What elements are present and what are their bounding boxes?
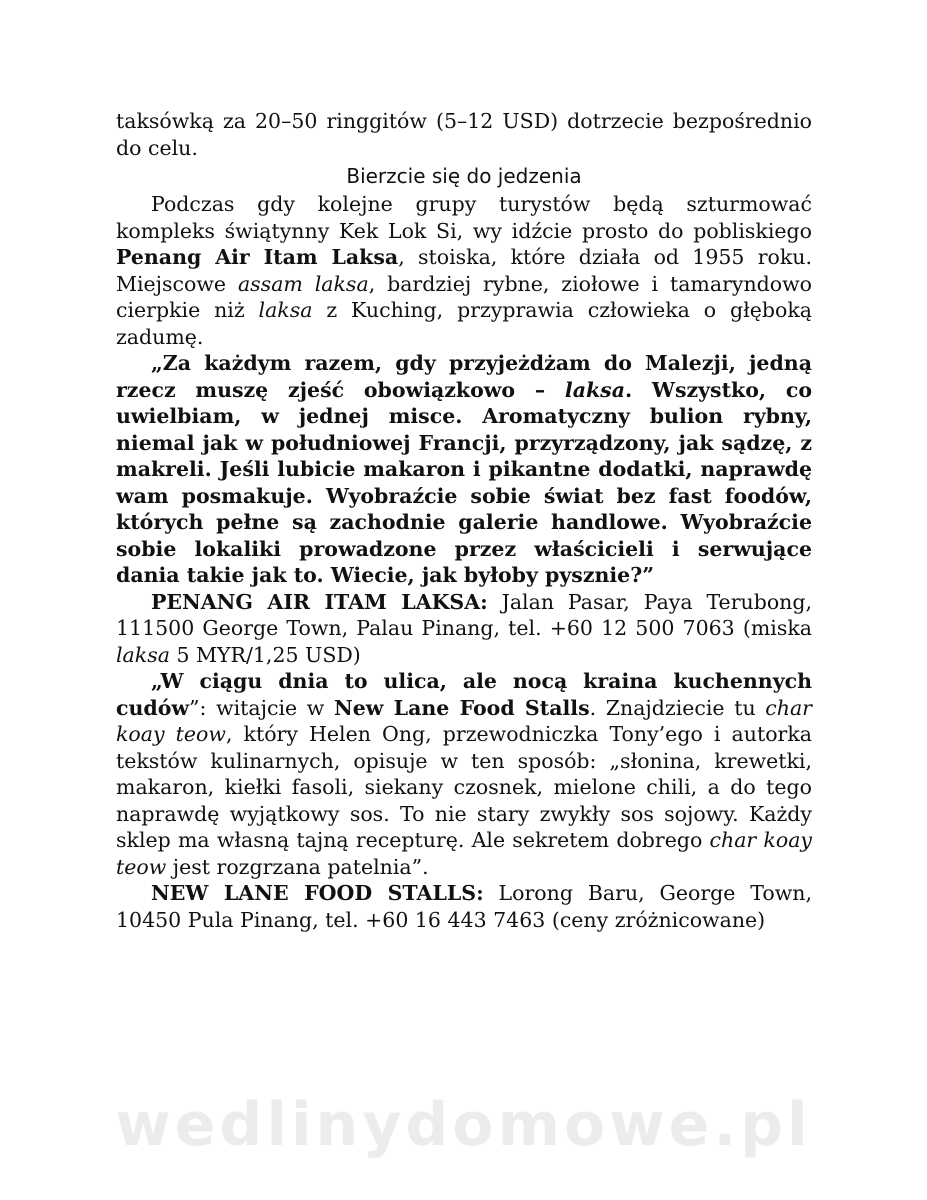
italic-dish-name: char koay teow	[116, 828, 812, 879]
venue-address: Lorong Baru, George Town, 10450 Pula Pinang, tel. +60 16 443 7463 (ceny zróżnicowane)	[116, 881, 812, 932]
paragraph-continuation	[116, 108, 812, 161]
venue-name: PENANG AIR ITAM LAKSA:	[151, 589, 488, 614]
watermark: wedlinydomowe.pl	[115, 1090, 812, 1160]
venue-address: Jalan Pasar, Paya Terubong, 111500 George Town, Palau Pinang, tel. +60 12 500 7063 (miska	[116, 589, 812, 640]
section-heading: Bierzcie się do jedzenia	[346, 164, 582, 188]
paragraph-new-lane	[116, 668, 812, 880]
text-run: . Znajdziecie tu	[589, 695, 766, 720]
venue-price: 5 MYR/1,25 USD)	[169, 642, 361, 667]
venue-info-paragraph	[116, 880, 812, 933]
page-body	[116, 108, 812, 933]
venue-name: NEW LANE FOOD STALLS:	[151, 881, 484, 905]
italic-dish-name: assam laksa	[237, 271, 369, 296]
text-run: Podczas gdy kolejne grupy turystów będą szturmować kompleks świątynny Kek Lok Si, wy idźcie prosto do pobliskiego	[116, 192, 812, 243]
italic-dish-name: char koay teow	[116, 695, 812, 746]
bold-quote-start: „W ciągu dnia to ulica, ale nocą kraina kuchennych cudów	[116, 669, 812, 720]
venue-info-paragraph	[116, 589, 812, 669]
text-run: ”: witajcie w	[189, 695, 334, 720]
bold-place-name: New Lane Food Stalls	[333, 695, 590, 720]
italic-dish-name: laksa	[116, 642, 170, 667]
text-run: , który Helen Ong, przewodniczka Tony’ego i autorka tekstów kulinarnych, opisuje w ten sposób: „słonina, krewetki, makaron, kiełki fasoli, siekany czosnek, mielone chili, a do tego naprawdę wyjątkowy sos. To nie stary zwykły sos sojowy. Każdy sklep ma własną tajną recepturę. Ale sekretem dobrego	[116, 722, 812, 852]
quote-text: . Wszystko, co uwielbiam, w jednej misce. Aromatyczny bulion rybny, niemal jak w południowej Francji, przyrządzony, jak sądzę, z makreli. Jeśli lubicie makaron i pikantne dodatki, naprawdę wam posmakuje. Wyobraźcie sobie świat bez fast foodów, których pełne są zachodnie galerie handlowe. Wyobraźcie sobie lokaliki prowadzone przez właścicieli i serwujące dania takie jak to. Wiecie, jak byłoby pysznie?”	[116, 377, 812, 587]
quote-paragraph	[116, 350, 812, 589]
paragraph-intro	[116, 191, 812, 350]
bold-place-name: Penang Air Itam Laksa	[116, 245, 399, 269]
italic-dish-name: laksa	[564, 377, 626, 402]
italic-dish-name: laksa	[258, 298, 313, 322]
text-run: , bardziej rybne, ziołowe i tamaryndowo cierpkie niż	[116, 271, 813, 322]
text-run: z Kuching, przyprawia człowieka o głęboką zadumę.	[116, 298, 812, 349]
text-run: , stoiska, które działa od 1955 roku. Miejscowe	[116, 245, 813, 296]
quote-text: „Za każdym razem, gdy przyjeżdżam do Malezji, jedną rzecz muszę zjeść obowiązkowo –	[116, 351, 812, 402]
text-run: taksówką za 20–50 ringgitów (5–12 USD) dotrzecie bezpośrednio do celu.	[116, 109, 812, 160]
text-run: jest rozgrzana patelnia”.	[166, 854, 429, 879]
